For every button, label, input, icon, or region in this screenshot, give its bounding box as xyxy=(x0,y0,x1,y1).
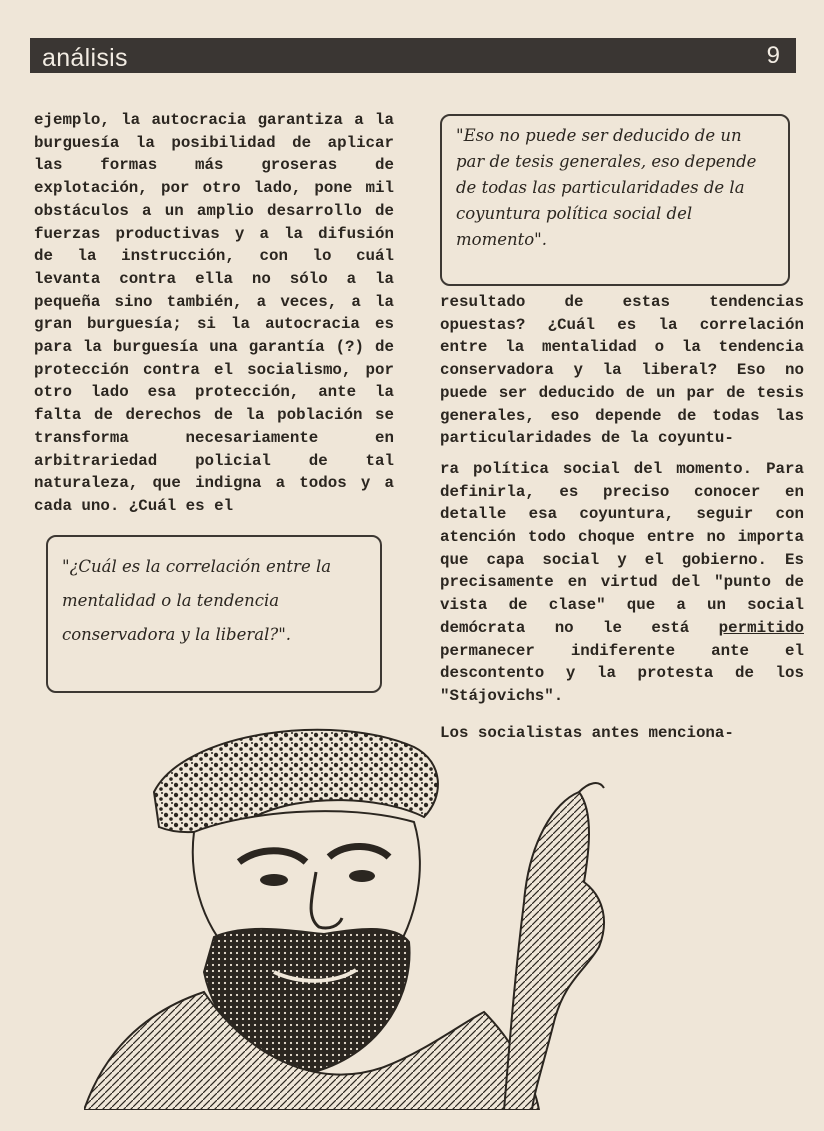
paragraph-2-text-end: permanecer indiferente ante el descontento y la protesta de los "Stájovichs". xyxy=(440,641,804,705)
pull-quote-left xyxy=(46,535,382,693)
left-column-paragraph: ejemplo, la autocracia garantiza a la burguesía la posibilidad de aplicar las formas más groseras de explotación, por otro lado, pone mil obstáculos a un amplio desarrollo de fuerzas productivas y a la difusión de la instrucción, con lo cuál levanta contra ella no sólo a la pequeña sino también, a veces, a la gran burguesía; si la autocracia es para la burguesía una garantía (?) de protección contra el socialismo, por otro lado esa protección, ante la falta de derechos de la población se transforma necesariamente en arbitrariedad policial de tal naturaleza, que indigna a todos y a cada uno. ¿Cuál es el xyxy=(34,111,394,515)
page-number: 9 xyxy=(766,42,780,69)
left-text-column xyxy=(34,109,394,518)
paragraph-2-text-start: ra política social del momento. Para definirla, es preciso conocer en detalle esa coyuntura, seguir con atención todo choque entre no importa que capa social y el gobierno. Es precisamente en virtud del "punto de vista de clase" que a un social demócrata no le está xyxy=(440,459,804,637)
pull-quote-left-text: "¿Cuál es la correlación entre la mentalidad o la tendencia conservadora y la liberal?". xyxy=(62,557,332,644)
pull-quote-right xyxy=(440,114,790,286)
right-column-paragraph-2 xyxy=(440,458,804,708)
right-text-column xyxy=(440,291,804,744)
portrait-illustration xyxy=(84,722,694,1110)
section-title: análisis xyxy=(42,44,128,72)
underlined-word: permitido xyxy=(718,618,804,637)
right-column-paragraph-1: resultado de estas tendencias opuestas? ¿Cuál es la correlación entre la mentalidad o la tendencia conservadora y la liberal? Eso no puede ser deducido de un par de tesis generales, eso depende de todas las particularidades de la coyuntu- xyxy=(440,293,804,448)
raised-hand-shape xyxy=(504,792,604,1110)
right-column-paragraph-3: Los socialistas antes menciona- xyxy=(440,723,734,742)
section-header-bar xyxy=(30,38,796,73)
pull-quote-right-text: "Eso no puede ser deducido de un par de tesis generales, eso depende de todas las particularidades de la coyuntura política social del momento". xyxy=(456,126,757,249)
